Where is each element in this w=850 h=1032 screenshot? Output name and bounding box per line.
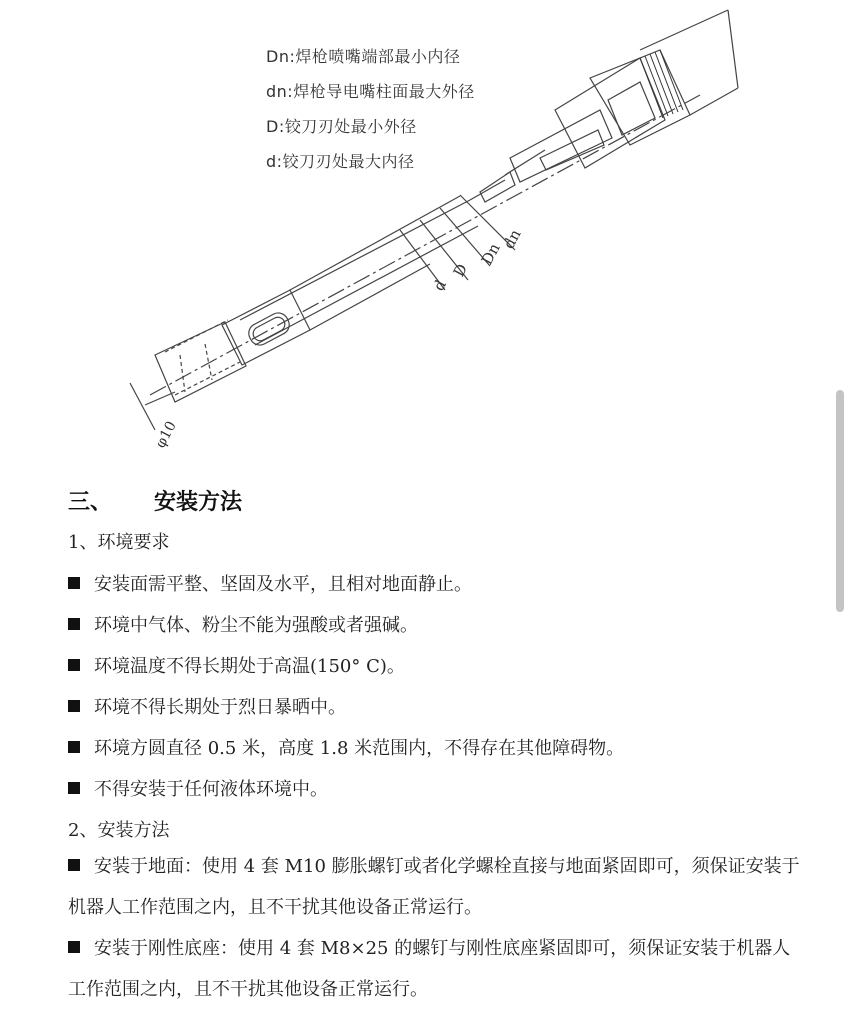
- method-item-2: 安装于刚性底座：使用 4 套 M8×25 的螺钉与刚性底座紧固即可，须保证安装于机器人工作范围之内，且不干扰其他设备正常运行。: [68, 938, 791, 1000]
- technical-drawing: [0, 0, 850, 470]
- dim-phi10: φ10: [152, 418, 180, 451]
- bullet-square-icon: [68, 618, 80, 630]
- bullet-square-icon: [68, 577, 80, 589]
- legend-d: d:铰刀刃处最大内径: [266, 152, 415, 171]
- dim-Dn: Dn: [477, 240, 504, 268]
- bullet-square-icon: [68, 700, 80, 712]
- bullet-square-icon: [68, 941, 80, 953]
- dim-dn: dn: [499, 226, 525, 252]
- dim-d: d: [429, 276, 451, 294]
- env-item-6: 不得安装于任何液体环境中。: [68, 775, 328, 801]
- section-heading: [68, 485, 242, 516]
- bullet-square-icon: [68, 659, 80, 671]
- method-item-1: 安装于地面：使用 4 套 M10 膨胀螺钉或者化学螺栓直接与地面紧固即可，须保证安装于机器人工作范围之内，且不干扰其他设备正常运行。: [68, 856, 800, 918]
- section-title: 安装方法: [154, 490, 243, 515]
- env-item-2: 环境中气体、粉尘不能为强酸或者强碱。: [68, 611, 418, 637]
- dim-D: D: [449, 260, 472, 280]
- bullet-square-icon: [68, 859, 80, 871]
- reamer-torch-diagram: [0, 0, 850, 470]
- section-number: 三、: [68, 490, 113, 515]
- env-item-1: 安装面需平整、坚固及水平，且相对地面静止。: [68, 570, 472, 596]
- legend-dn: dn:焊枪导电嘴柱面最大外径: [266, 82, 475, 101]
- env-heading: 1、环境要求: [68, 532, 170, 553]
- scrollbar-thumb[interactable]: [836, 390, 844, 612]
- env-item-5: 环境方圆直径 0.5 米，高度 1.8 米范围内，不得存在其他障碍物。: [68, 734, 624, 760]
- method-heading: 2、安装方法: [68, 820, 170, 841]
- env-item-4: 环境不得长期处于烈日暴晒中。: [68, 693, 346, 719]
- bullet-square-icon: [68, 741, 80, 753]
- legend-D: D:铰刀刃处最小外径: [266, 117, 417, 136]
- bullet-square-icon: [68, 782, 80, 794]
- legend-Dn: Dn:焊枪喷嘴端部最小内径: [266, 47, 461, 66]
- env-item-3: 环境温度不得长期处于高温(150° C)。: [68, 652, 405, 678]
